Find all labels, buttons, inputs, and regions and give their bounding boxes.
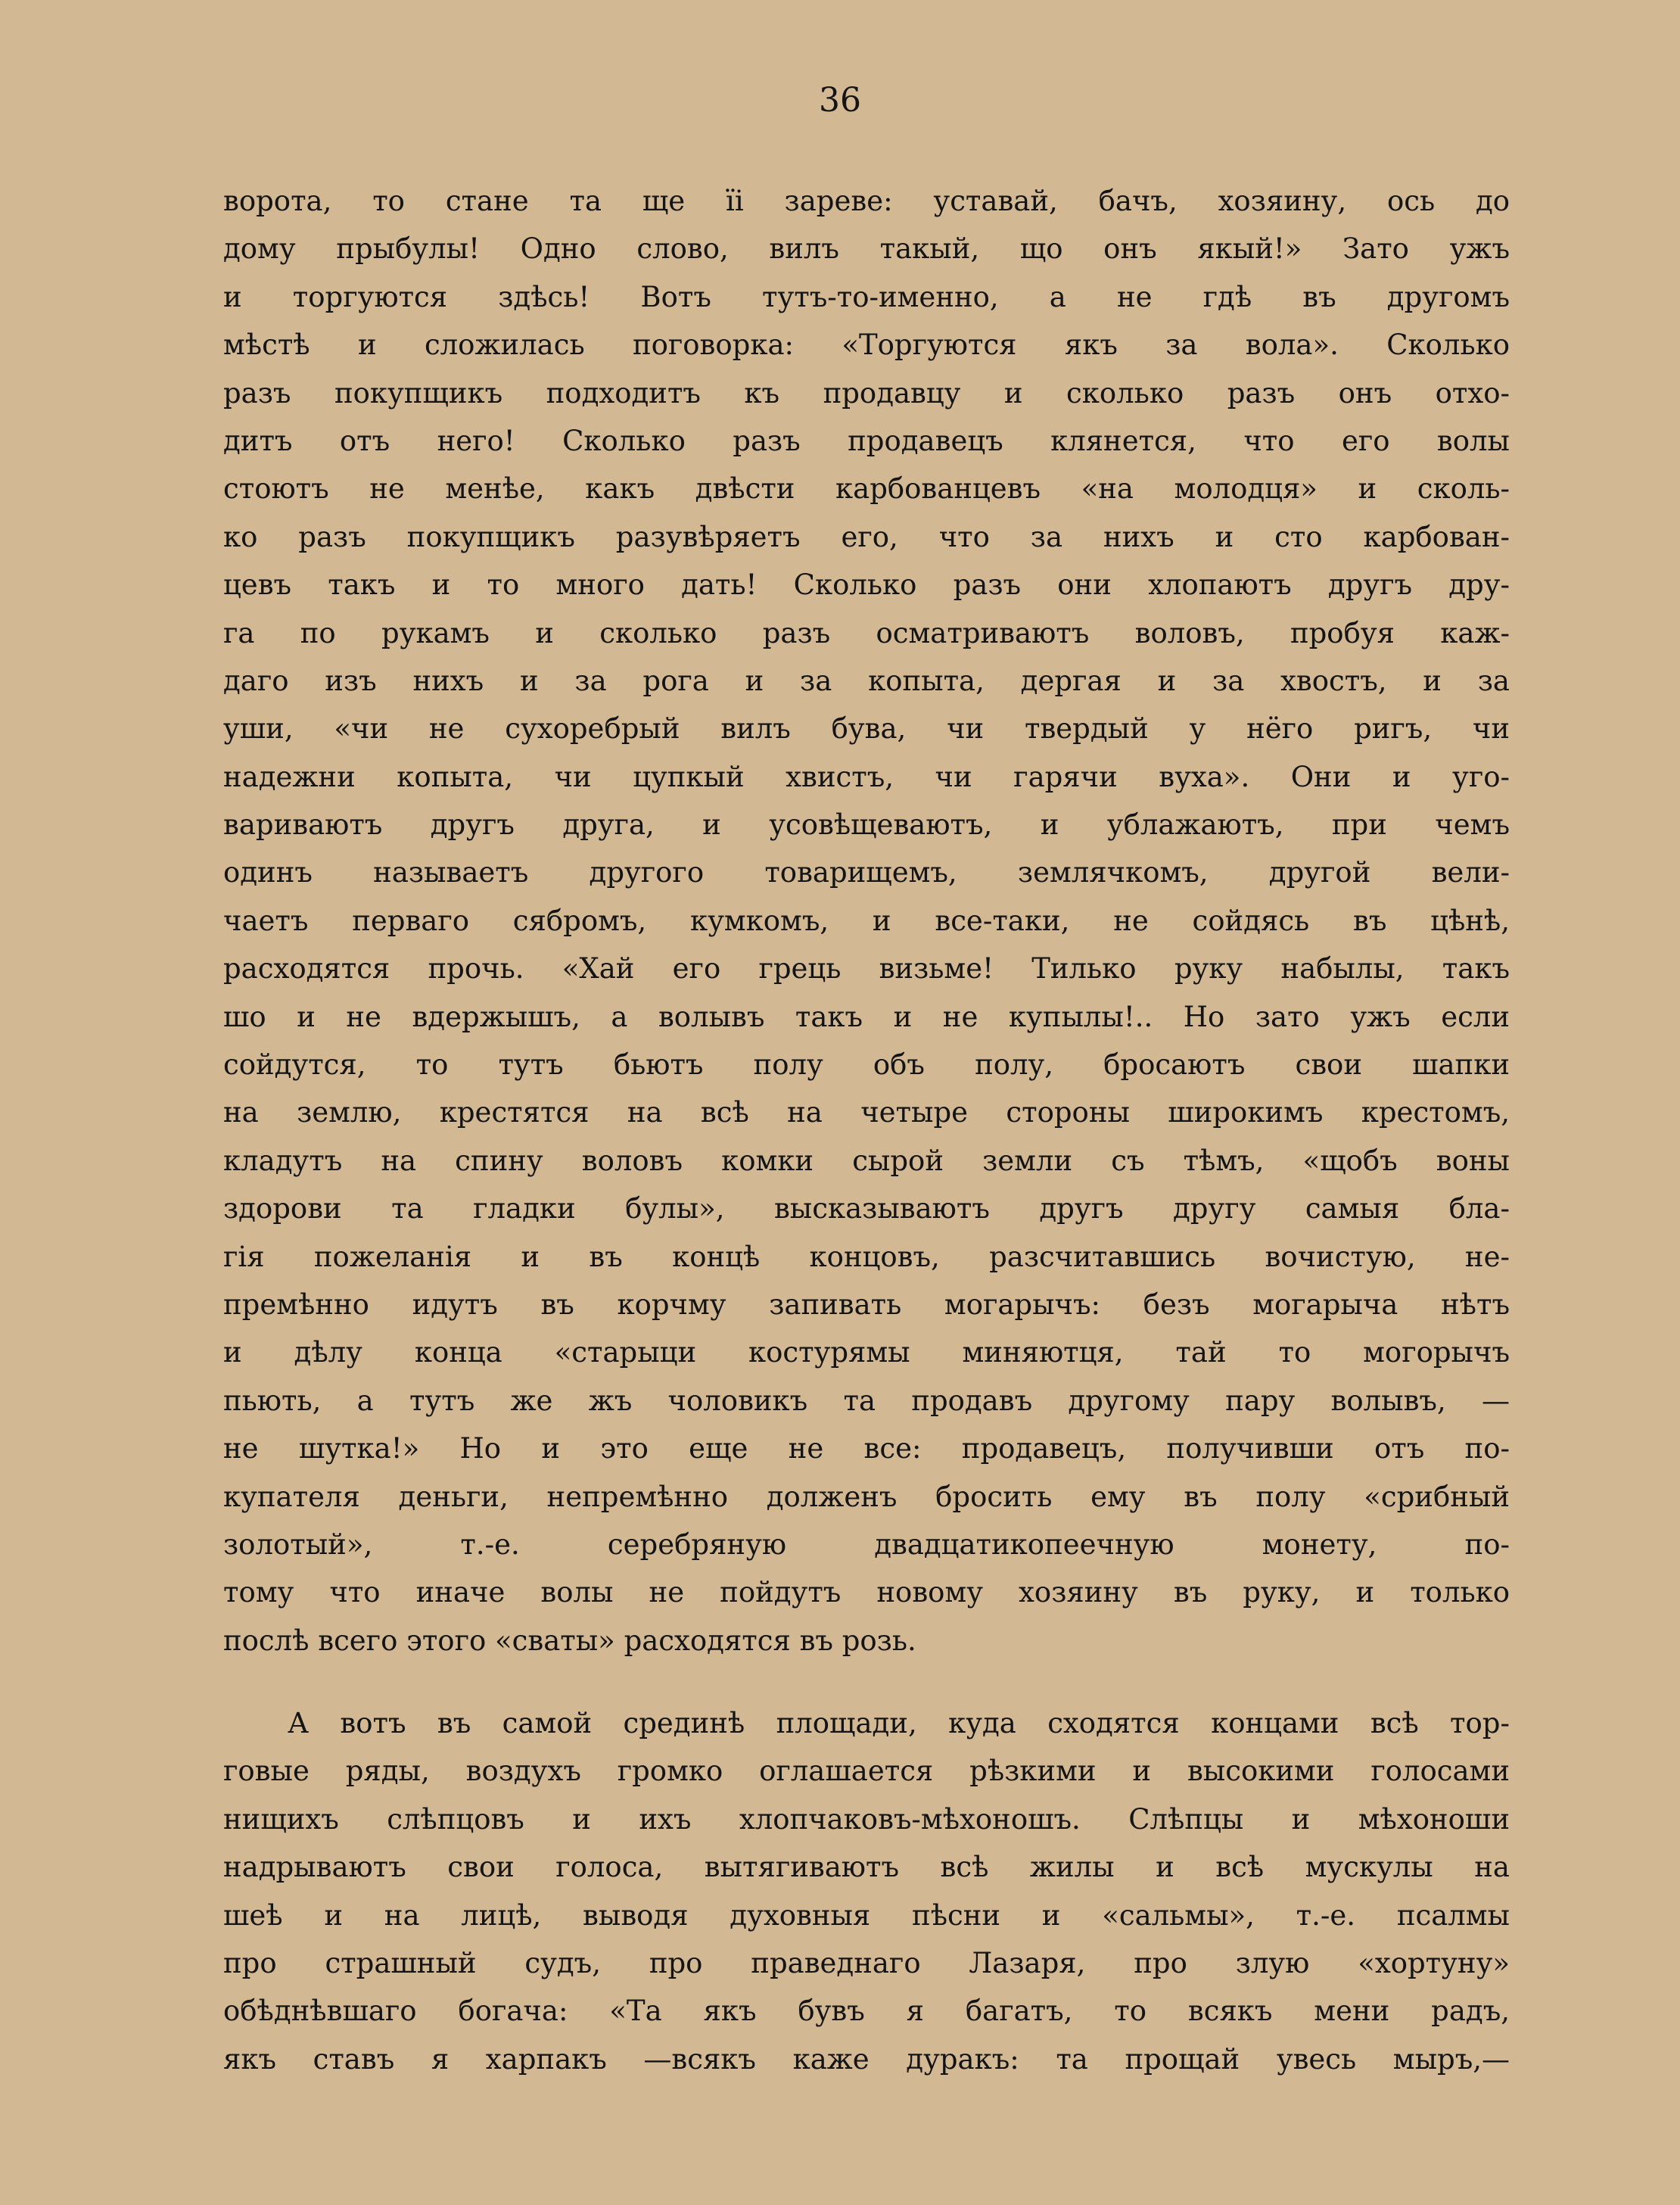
text-line: разъ покупщикъ подходитъ къ продавцу и сколько разъ онъ отхо- bbox=[223, 376, 1510, 410]
text-line: и дѣлу конца «старыци костурямы миняютця, тай то могорычъ bbox=[223, 1336, 1510, 1369]
text-line: шо и не вдержышъ, а волывъ такъ и не купылы!.. Но зато ужъ если bbox=[223, 1000, 1510, 1033]
text-line: нищихъ слѣпцовъ и ихъ хлопчаковъ-мѣхоношъ. Слѣпцы и мѣхоноши bbox=[223, 1802, 1510, 1836]
page-number: 36 bbox=[819, 81, 861, 120]
text-line: ко разъ покупщикъ разувѣряетъ его, что за нихъ и сто карбован- bbox=[223, 520, 1510, 553]
text-line: дому прыбулы! Одно слово, вилъ такый, що онъ якый!» Зато ужъ bbox=[223, 232, 1510, 266]
text-line: чаетъ перваго сябромъ, кумкомъ, и все-таки, не сойдясь въ цѣнѣ, bbox=[223, 904, 1510, 937]
text-line: расходятся прочь. «Хай его грець визьме! Тилько руку набылы, такъ bbox=[223, 952, 1510, 986]
text-line: одинъ называетъ другого товарищемъ, землячкомъ, другой вели- bbox=[223, 856, 1510, 889]
text-line: здорови та гладки булы», высказываютъ другъ другу самыя бла- bbox=[223, 1192, 1510, 1226]
text-line: премѣнно идутъ въ корчму запивать могарычъ: безъ могарыча нѣтъ bbox=[223, 1288, 1510, 1321]
text-line: купателя деньги, непремѣнно долженъ бросить ему въ полу «срибный bbox=[223, 1480, 1510, 1513]
text-line: кладутъ на спину воловъ комки сырой земли съ тѣмъ, «щобъ воны bbox=[223, 1144, 1510, 1177]
text-line: шеѣ и на лицѣ, выводя духовныя пѣсни и «сальмы», т.-е. псалмы bbox=[223, 1898, 1510, 1932]
text-line: на землю, крестятся на всѣ на четыре стороны широкимъ крестомъ, bbox=[223, 1096, 1510, 1129]
text-line: и торгуются здѣсь! Вотъ тутъ-то-именно, а не гдѣ въ другомъ bbox=[223, 280, 1510, 313]
text-line: сойдутся, то тутъ бьютъ полу объ полу, бросаютъ свои шапки bbox=[223, 1048, 1510, 1082]
text-line: цевъ такъ и то много дать! Сколько разъ они хлопаютъ другъ дру- bbox=[223, 568, 1510, 602]
paragraph-1 bbox=[223, 177, 1510, 1665]
text-line: га по рукамъ и сколько разъ осматриваютъ воловъ, пробуя каж- bbox=[223, 616, 1510, 649]
text-line: обѣднѣвшаго богача: «Та якъ бувъ я багатъ, то всякъ мени радъ, bbox=[223, 1995, 1510, 2028]
text-line: послѣ всего этого «сваты» расходятся въ розь. bbox=[223, 1624, 916, 1657]
text-line: мѣстѣ и сложилась поговорка: «Торгуются якъ за вола». Сколько bbox=[223, 329, 1510, 362]
paragraph-2 bbox=[223, 1699, 1510, 2083]
text-line: стоютъ не менѣе, какъ двѣсти карбованцевъ «на молодця» и сколь- bbox=[223, 472, 1510, 506]
text-line: говые ряды, воздухъ громко оглашается рѣзкими и высокими голосами bbox=[223, 1755, 1510, 1788]
text-line: тому что иначе волы не пойдутъ новому хозяину въ руку, и только bbox=[223, 1576, 1510, 1609]
text-line: пьють, а тутъ же жъ чоловикъ та продавъ другому пару волывъ, — bbox=[223, 1384, 1510, 1417]
text-line: не шутка!» Но и это еще не все: продавецъ, получивши отъ по- bbox=[223, 1432, 1510, 1465]
text-line: надежни копыта, чи цупкый хвистъ, чи гарячи вуха». Они и уго- bbox=[223, 760, 1510, 793]
text-line: якъ ставъ я харпакъ —всякъ каже дуракъ: та прощай увесь мыръ,— bbox=[223, 2042, 1510, 2076]
text-line: надрываютъ свои голоса, вытягиваютъ всѣ жилы и всѣ мускулы на bbox=[223, 1851, 1510, 1884]
text-line: А вотъ въ самой срединѣ площади, куда сходятся концами всѣ тор- bbox=[288, 1707, 1510, 1739]
text-line: ворота, то стане та ще ïi зареве: уставай, бачъ, хозяину, ось до bbox=[223, 185, 1510, 217]
text-line: золотый», т.-е. серебряную двадцатикопеечную монету, по- bbox=[223, 1528, 1510, 1561]
text-line: дитъ отъ него! Сколько разъ продавецъ клянется, что его волы bbox=[223, 424, 1510, 457]
text-line: гія пожеланія и въ концѣ концовъ, разсчитавшись вочистую, не- bbox=[223, 1240, 1510, 1273]
text-line: про страшный судъ, про праведнаго Лазаря, про злую «хортуну» bbox=[223, 1946, 1510, 1979]
text-line: даго изъ нихъ и за рога и за копыта, дергая и за хвостъ, и за bbox=[223, 664, 1510, 697]
text-line: вариваютъ другъ друга, и усовѣщеваютъ, и ублажаютъ, при чемъ bbox=[223, 808, 1510, 842]
text-line: уши, «чи не сухоребрый вилъ бува, чи твердый у нёго ригъ, чи bbox=[223, 712, 1510, 746]
